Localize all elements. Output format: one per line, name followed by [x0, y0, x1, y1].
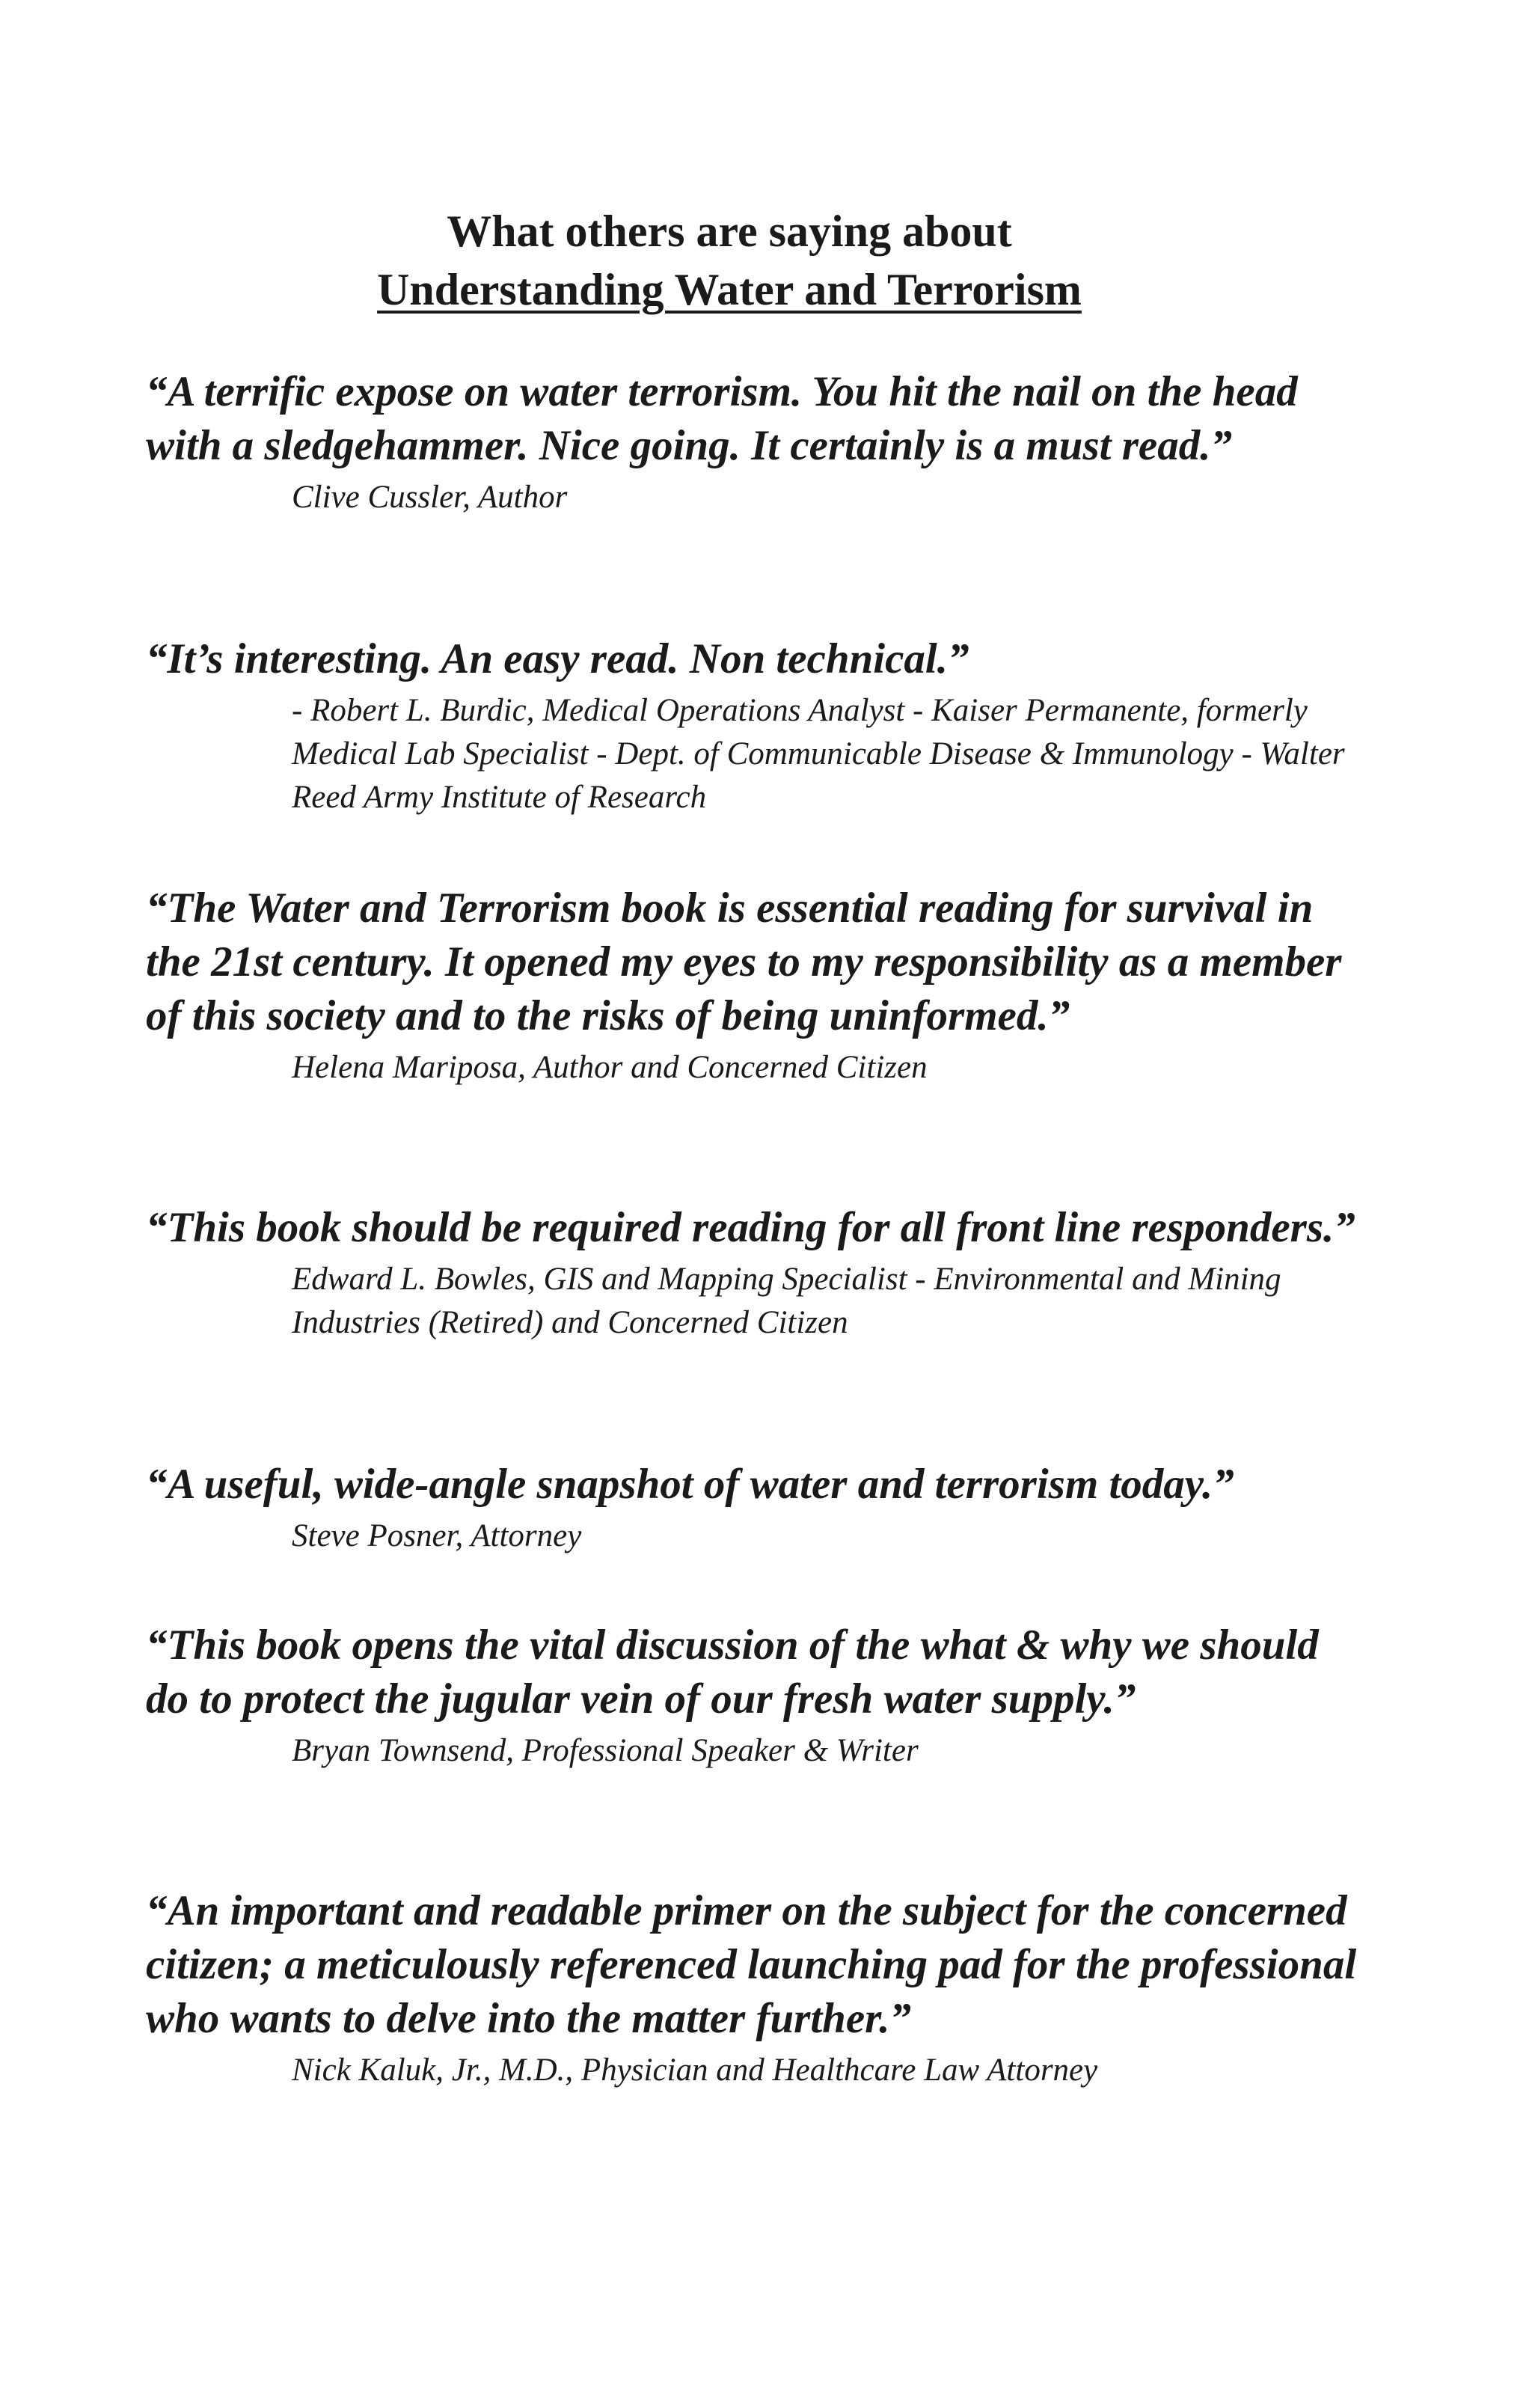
- testimonial-quote: “The Water and Terrorism book is essential reading for survival in the 21st century. It opened my eyes to my responsibility as a member of this society and to the risks of being uninformed.”: [146, 884, 1342, 1039]
- testimonial-attribution: Nick Kaluk, Jr., M.D., Physician and Healthcare Law Attorney: [292, 2053, 1098, 2088]
- testimonial-quote: “It’s interesting. An easy read. Non technical.”: [146, 635, 969, 682]
- testimonial-attribution: Clive Cussler, Author: [292, 480, 568, 515]
- testimonial-quote: “A terrific expose on water terrorism. You hit the nail on the head with a sledgehammer. Nice going. It certainly is a must read.”: [146, 368, 1298, 469]
- testimonial: [146, 1458, 1358, 1558]
- page-title: What others are saying about: [447, 207, 1012, 256]
- testimonial-quote: “An important and readable primer on the subject for the concerned citizen; a meticulously referenced launching pad for the professional who wants to delve into the matter further.”: [146, 1887, 1357, 2042]
- testimonial: [146, 1201, 1358, 1345]
- testimonial-attribution: Edward L. Bowles, GIS and Mapping Specialist - Environmental and Mining Industries (Retired) and Concerned Citizen: [292, 1262, 1281, 1340]
- testimonial: [146, 1884, 1358, 2092]
- testimonial-attribution: - Robert L. Burdic, Medical Operations Analyst - Kaiser Permanente, formerly Medical Lab Specialist - Dept. of Communicable Disease & Immunology - Walter Reed Army Institute of Research: [292, 693, 1345, 815]
- page-header: [0, 202, 1459, 319]
- book-title: Understanding Water and Terrorism: [377, 265, 1082, 314]
- testimonial: [146, 881, 1358, 1090]
- testimonial: [146, 632, 1358, 819]
- testimonial-quote: “This book opens the vital discussion of the what & why we should do to protect the jugular vein of our fresh water supply.”: [146, 1622, 1319, 1723]
- testimonial: [146, 365, 1358, 519]
- testimonial-attribution: Bryan Townsend, Professional Speaker & Writer: [292, 1733, 919, 1768]
- testimonial-attribution: Steve Posner, Attorney: [292, 1518, 582, 1553]
- testimonial-attribution: Helena Mariposa, Author and Concerned Citizen: [292, 1050, 928, 1085]
- testimonial: [146, 1619, 1358, 1773]
- testimonial-quote: “A useful, wide-angle snapshot of water and terrorism today.”: [146, 1461, 1234, 1508]
- testimonial-quote: “This book should be required reading for all front line responders.”: [146, 1204, 1355, 1251]
